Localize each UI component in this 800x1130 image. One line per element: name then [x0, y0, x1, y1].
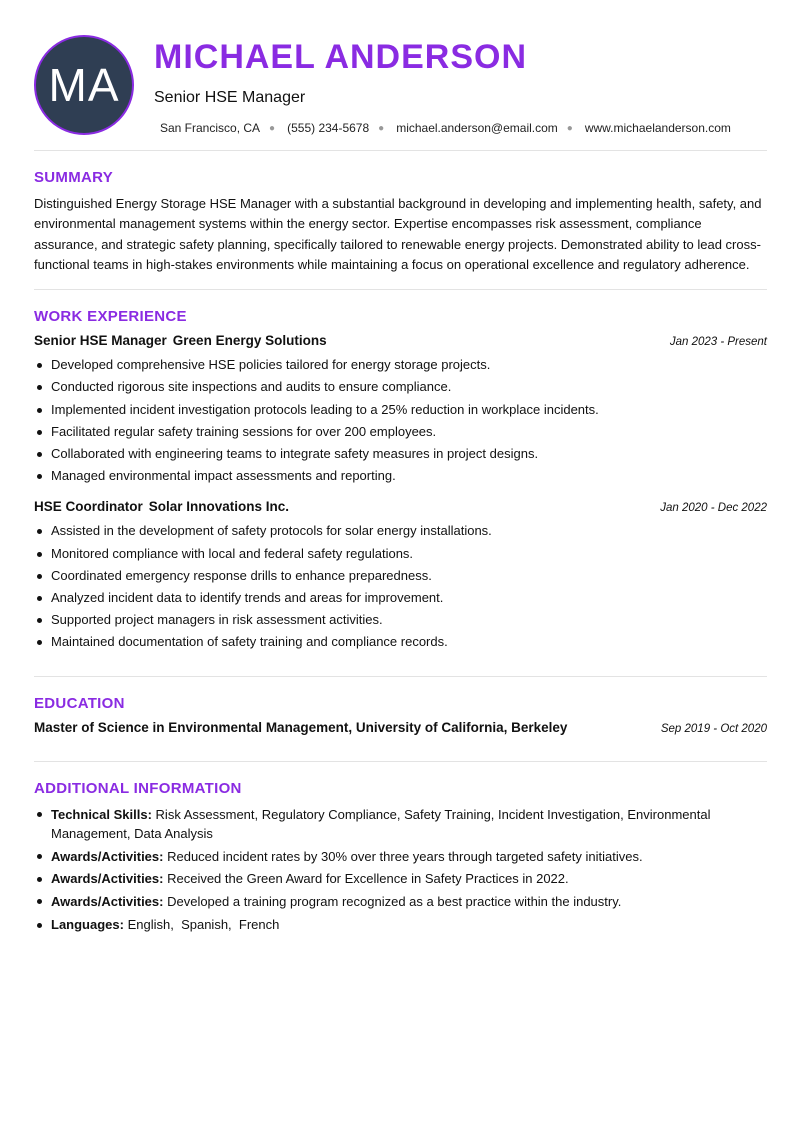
list-item: Coordinated emergency response drills to enhance preparedness.: [34, 565, 767, 587]
job-header: [34, 499, 767, 514]
candidate-title: Senior HSE Manager: [154, 89, 306, 106]
summary-section: [34, 151, 767, 275]
job-dates: Jan 2023 - Present: [669, 336, 767, 349]
resume-header: [34, 0, 767, 150]
experience-heading: WORK EXPERIENCE: [34, 308, 187, 326]
contact-separator-dot: ●: [269, 122, 276, 134]
list-item: Managed environmental impact assessments and reporting.: [34, 465, 767, 487]
avatar-initials: MA: [48, 59, 120, 111]
job-entry: [34, 499, 767, 653]
additional-heading: ADDITIONAL INFORMATION: [34, 779, 242, 797]
contact-location: San Francisco, CA: [160, 121, 261, 135]
avatar: [34, 35, 134, 135]
education-entry: [34, 720, 767, 735]
additional-list: [34, 805, 767, 935]
list-item: Analyzed incident data to identify trends and areas for improvement.: [34, 587, 767, 609]
list-item: Awards/Activities: Developed a training program recognized as a best practice within the industry.: [34, 892, 767, 912]
list-item: Facilitated regular safety training sessions for over 200 employees.: [34, 421, 767, 443]
education-section: [34, 677, 767, 735]
job-role: HSE Coordinator: [34, 499, 143, 515]
list-item: Maintained documentation of safety training and compliance records.: [34, 631, 767, 653]
contact-separator-dot: ●: [378, 122, 385, 134]
experience-section: [34, 290, 767, 675]
summary-text: Distinguished Energy Storage HSE Manager with a substantial background in developing and implementing health, safety, and environmental management systems within the energy sector. Expertise encompasses risk assessment, compliance assurance, and strategic safety planning, specifically tailored to renewable energy projects. Demonstrated ability to lead cross-functional teams in high-stakes environments while maintaining a focus on operational excellence and regulatory adherence.: [34, 196, 762, 272]
candidate-name: MICHAEL ANDERSON: [154, 38, 528, 76]
job-company: Green Energy Solutions: [172, 333, 327, 349]
job-bullets: [34, 354, 767, 487]
list-item: Developed comprehensive HSE policies tailored for energy storage projects.: [34, 354, 767, 376]
list-item: Awards/Activities: Reduced incident rates by 30% over three years through targeted safety initiatives.: [34, 847, 767, 867]
list-item: Technical Skills: Risk Assessment, Regulatory Compliance, Safety Training, Incident Investigation, Environmental Management, Data Analysis: [34, 805, 767, 844]
list-item: Awards/Activities: Received the Green Award for Excellence in Safety Practices in 2022.: [34, 869, 767, 889]
education-heading: EDUCATION: [34, 694, 125, 712]
contact-separator-dot: ●: [566, 122, 573, 134]
contact-website: www.michaelanderson.com: [584, 121, 731, 135]
job-company: Solar Innovations Inc.: [148, 499, 290, 515]
list-item: Implemented incident investigation protocols leading to a 25% reduction in workplace incidents.: [34, 399, 767, 421]
list-item: Monitored compliance with local and federal safety regulations.: [34, 543, 767, 565]
job-dates: Jan 2020 - Dec 2022: [660, 502, 767, 515]
summary-heading: SUMMARY: [34, 169, 114, 186]
list-item: Conducted rigorous site inspections and audits to ensure compliance.: [34, 376, 767, 398]
job-role-line: [34, 333, 327, 348]
additional-section: [34, 762, 767, 935]
job-role-line: [34, 499, 289, 514]
list-item: Languages: English, Spanish, French: [34, 915, 767, 935]
list-item: Collaborated with engineering teams to integrate safety measures in project designs.: [34, 443, 767, 465]
education-degree: Master of Science in Environmental Management, University of California, Berkeley: [34, 719, 568, 735]
education-dates: Sep 2019 - Oct 2020: [660, 722, 767, 735]
contact-email: michael.anderson@email.com: [396, 121, 558, 135]
job-bullets: [34, 520, 767, 653]
job-header: [34, 333, 767, 348]
list-item: Supported project managers in risk assessment activities.: [34, 609, 767, 631]
job-role: Senior HSE Manager: [34, 333, 167, 349]
list-item: Assisted in the development of safety protocols for solar energy installations.: [34, 520, 767, 542]
contact-phone: (555) 234-5678: [287, 121, 370, 135]
contact-info: [160, 121, 731, 135]
job-entry: [34, 333, 767, 487]
